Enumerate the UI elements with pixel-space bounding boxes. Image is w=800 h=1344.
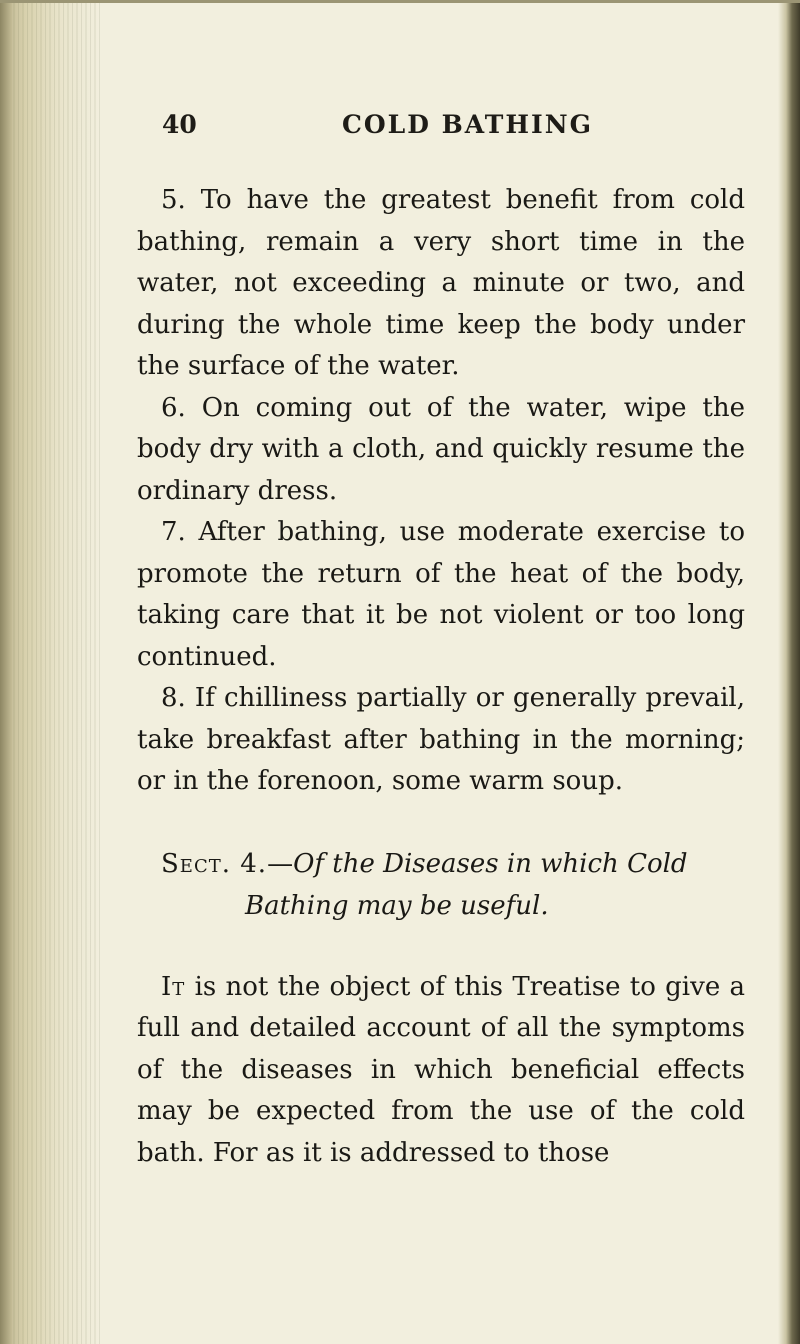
- intro-text: is not the object of this Treatise to give a full and detailed account of all the symptoms of the diseases in which beneficial effects may be expected from the use of the cold bath. For as it is addressed to those: [137, 971, 745, 1168]
- section-title-line1: Of the Diseases in which Cold: [293, 848, 688, 879]
- paragraph-7: 7. After bathing, use moderate exercise to promote the return of the heat of the body, taking care that it be not violent or too long continued.: [137, 517, 745, 672]
- intro-paragraph: [137, 967, 745, 1175]
- running-head: COLD BATHING: [342, 110, 593, 139]
- section-dash: —: [267, 848, 294, 879]
- paragraph-5: 5. To have the greatest benefit from cold bathing, remain a very short time in the water, not exceeding a minute or two, and during the whole time keep the body under the surface of the water.: [137, 185, 745, 381]
- page-gutter: [0, 0, 100, 1344]
- page-header: [162, 110, 742, 150]
- page-number: 40: [162, 110, 197, 139]
- section-heading: [137, 843, 745, 927]
- paragraph-8: 8. If chilliness partially or generally prevail, take breakfast after bathing in the morning; or in the forenoon, some warm soup.: [137, 683, 745, 796]
- top-border: [0, 0, 800, 3]
- spine-shadow: [0, 0, 12, 1344]
- paragraph-6: 6. On coming out of the water, wipe the body dry with a cloth, and quickly resume the ordinary dress.: [137, 392, 745, 506]
- page-edge: [778, 0, 800, 1344]
- section-title-line2: Bathing may be useful.: [245, 890, 549, 921]
- intro-first-word: It: [161, 971, 186, 1002]
- page-body: [137, 180, 745, 1174]
- section-label: Sect. 4.: [161, 848, 268, 879]
